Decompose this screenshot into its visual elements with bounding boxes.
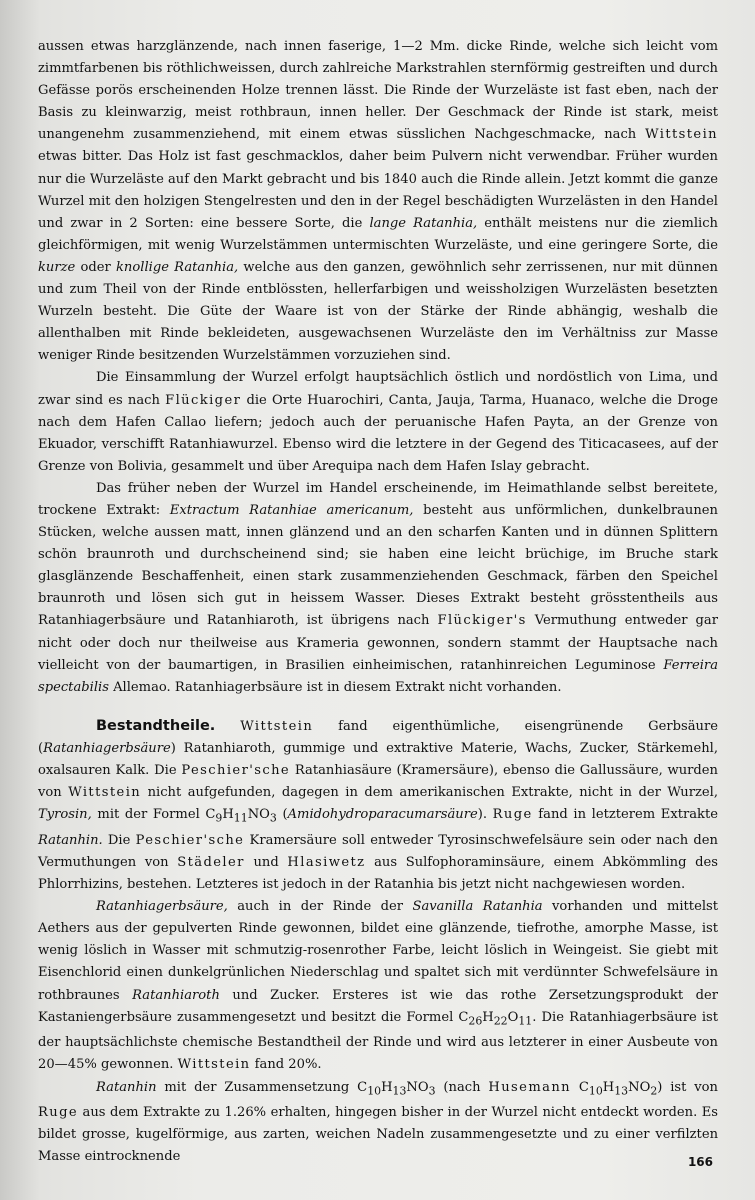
section-heading: Bestandtheile. <box>96 717 216 734</box>
paragraph: Die Einsammlung der Wurzel erfolgt hauptsächlich östlich und nordöstlich von Lima, und zwar sind es nach Flückiger die Orte Huarochiri, Canta, Jauja, Tarma, Huanaco, welche die Droge nach dem Hafen Callao liefern; jedoch auch der peruanische Hafen Payta, an der Grenze von Ekuador, verschifft Ratanhiawurzel. Ebenso wird die letztere in der Gegend des Titicacasees, auf der Grenze von Bolivia, gesammelt und über Arequipa nach dem Hafen Islay gebracht. <box>38 370 718 474</box>
paragraph: Bestandtheile. Wittstein fand eigenthümliche, eisengrünende Gerbsäure (Ratanhiagerbsäure) Ratanhiaroth, gummige und extraktive Materie, Wachs, Zucker, Stärkemehl, oxalsauren Kalk. Die Peschier'sche Ratanhiasäure (Kramersäure), ebenso die Gallussäure, wurden von Wittstein nicht aufgefunden, dagegen in dem amerikanischen Extrakte, nicht in der Wurzel, Tyrosin, mit der Formel $C_9H_{11}NO_3$ (Amidohydroparacumarsäure). Ruge fand in letzterem Extrakte Ratanhin. Die Peschier'sche Kramersäure soll entweder Tyrosinschwefelsäure sein oder nach den Vermuthungen von Städeler und Hlasiwetz aus Sulfophoraminsäure, einem Abkömmling des Phlorrhizins, bestehen. Letzteres ist jedoch in der Ratanhia bis jetzt nicht nachgewiesen worden. <box>38 717 718 893</box>
author-name: Wittstein <box>645 127 718 143</box>
page-number: 166 <box>687 1155 713 1169</box>
author-name: Flückiger <box>165 392 242 408</box>
paragraph: Ratanhiagerbsäure, auch in der Rinde der Savanilla Ratanhia vorhanden und mittelst Aethers aus der gepulverten Rinde gewonnen, bildet eine glänzende, tiefrothe, amorphe Masse, ist wenig löslich in Wasser mit schmutzig-rosenrother Farbe, leicht löslich in Weingeist. Sie giebt mit Eisenchlorid einen dunkelgrünlichen Niederschlag und spaltet sich mit verdünnter Schwefelsäure in rothbraunes Ratanhiaroth und Zucker. Ersteres ist wie das rothe Zersetzungsprodukt der Kastaniengerbsäure zusammengesetzt und besitzt die Formel $C_{26}H_{22}O_{11}$. Die Ratanhiagerbsäure ist der hauptsächlichste chemische Bestandtheil der Rinde und wird aus letzterer in einer Ausbeute von 20—45% gewonnen. Wittstein fand 20%. <box>38 899 718 1073</box>
paragraph: Das früher neben der Wurzel im Handel erscheinende, im Heimathlande selbst bereitete, trockene Extrakt: Extractum Ratanhiae americanum, besteht aus unförmlichen, dunkelbraunen Stücken, welche aussen matt, innen glänzend und an den scharfen Kanten und in dünnen Splittern schön braunroth und durchscheinend sind; sie haben eine leicht brüchige, im Bruche stark glasglänzende Beschaffenheit, einen stark zusammenziehenden Geschmack, färben den Speichel braunroth und lösen sich gut in heissem Wasser. Dieses Extrakt besteht grösstentheils aus Ratanhiagerbsäure und Ratanhiaroth, ist übrigens nach Flückiger's Vermuthung entweder gar nicht oder doch nur theilweise aus Krameria gewonnen, sondern stammt der Hauptsache nach vielleicht von der baumartigen, in Brasilien einheimischen, ratanhinreichen Leguminose Ferreira spectabilis Allemao. Ratanhiagerbsäure ist in diesem Extrakt nicht vorhanden. <box>38 480 719 695</box>
paragraph: Ratanhin mit der Zusammensetzung $C_{10}H_{13}NO_3$ (nach Husemann $C_{10}H_{13}NO_2$) ist von Ruge aus dem Extrakte zu 1.26% erhalten, hingegen bisher in der Wurzel nicht entdeckt worden. Es bildet grosse, kugelförmige, aus zarten, weichen Nadeln zusammengesetzte und zu einer verfilzten Masse eintrocknende <box>38 1079 718 1165</box>
body-text <box>38 36 718 1169</box>
section-gap <box>38 699 718 715</box>
author-name: Flückiger's <box>437 613 527 629</box>
paragraph: aussen etwas harzglänzende, nach innen faserige, 1—2 Mm. dicke Rinde, welche sich leicht vom zimmtfarbenen bis röthlichweissen, durch zahlreiche Markstrahlen sternförmig gestreiften und durch Gefässe porös erscheinenden Holze trennen lässt. Die Rinde der Wurzeläste ist fast eben, nach der Basis zu kleinwarzig, meist rothbraun, innen heller. Der Geschmack der Rinde ist stark, meist unangenehm zusammenziehend, mit einem etwas süsslichen Nachgeschmacke, nach Wittstein etwas bitter. Das Holz ist fast geschmacklos, daher beim Pulvern nicht verwendbar. Früher wurden nur die Wurzeläste auf den Markt gebracht und bis 1840 auch die Rinde allein. Jetzt kommt die ganze Wurzel mit den holzigen Stengelresten und den in der Regel beschädigten Wurzelästen in den Handel und zwar in 2 Sorten: eine bessere Sorte, die lange Ratanhia, enthält meistens nur die ziemlich gleichförmigen, mit wenig Wurzelstämmen untermischten Wurzeläste, und eine geringere Sorte, die kurze oder knollige Ratanhia, welche aus den ganzen, gewöhnlich sehr zerrissenen, nur mit dünnen und zum Theil von der Rinde entblössten, hellerfarbigen und weissholzigen Wurzelästen besetzten Wurzeln besteht. Die Güte der Waare ist von der Stärke der Rinde abhängig, weshalb die allenthalben mit Rinde bekleideten, ausgewachsenen Wurzeläste den im Verhältniss zur Masse weniger Rinde besitzenden Wurzelstämmen vorzuziehen sind. <box>38 39 718 364</box>
